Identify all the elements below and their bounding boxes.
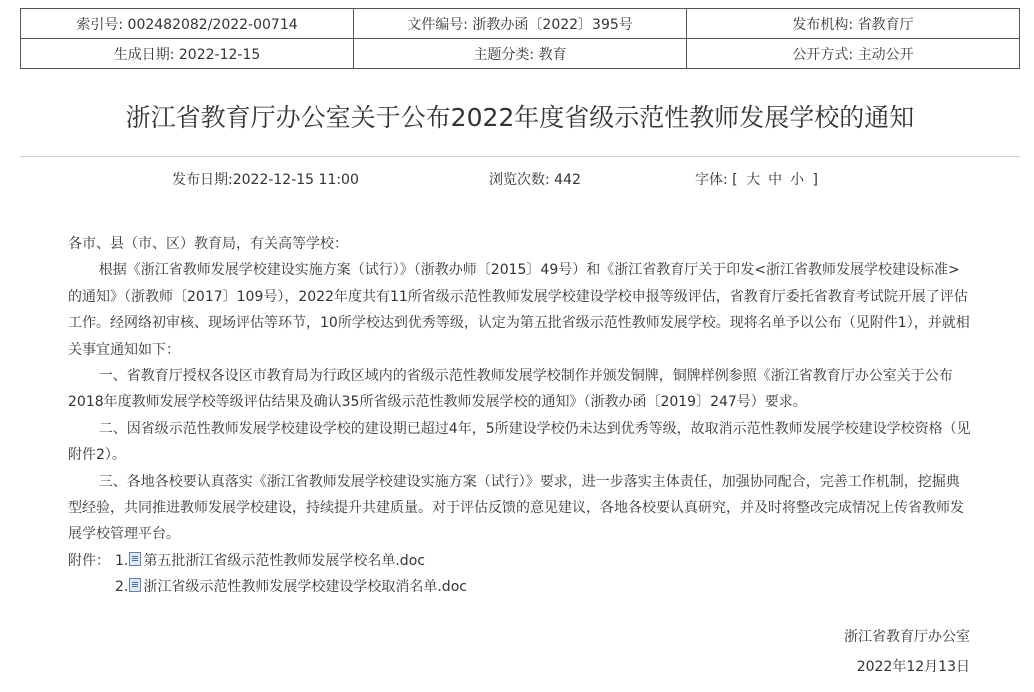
view-count: 浏览次数: 442 [489, 172, 581, 188]
signature-date: 2022年12月13日 [856, 659, 970, 675]
attachment-item: 附件： 1. 第五批浙江省级示范性教师发展学校名单.doc [68, 548, 973, 574]
title-divider [20, 156, 1020, 157]
meta-disclosure: 公开方式: 主动公开 [687, 39, 1020, 69]
article-body [68, 231, 973, 601]
paragraph: 三、各地各校要认真落实《浙江省教师发展学校建设实施方案（试行）》要求，进一步落实主体责任，加强协同配合，完善工作机制，挖掘典型经验，共同推进教师发展学校建设，持续提升共建质量。对于评估反馈的意见建议，各地各校要认真研究，并及时将整改完成情况上传省教师发展学校管理平台。 [68, 473, 964, 543]
font-size-selector: 字体: [ 大 中 小 ] [695, 172, 819, 188]
meta-row [21, 9, 1020, 39]
salutation: 各市、县（市、区）教育局，有关高等学校： [68, 236, 348, 252]
meta-topic: 主题分类: 教育 [354, 39, 687, 69]
font-small-button[interactable]: 小 [790, 172, 805, 188]
publish-date: 发布日期:2022-12-15 11:00 [172, 172, 359, 188]
attachment-label: 附件： [68, 552, 110, 569]
meta-index: 索引号: 002482082/2022-00714 [21, 9, 354, 39]
word-doc-icon [129, 552, 141, 566]
word-doc-icon [129, 578, 141, 592]
attachment-link[interactable]: 第五批浙江省级示范性教师发展学校名单.doc [143, 552, 425, 569]
signature-organization: 浙江省教育厅办公室 [844, 629, 970, 645]
meta-publisher: 发布机构: 省教育厅 [687, 9, 1020, 39]
meta-row [21, 39, 1020, 69]
attachment-link[interactable]: 浙江省级示范性教师发展学校建设学校取消名单.doc [143, 579, 467, 596]
meta-document-number: 文件编号: 浙教办函〔2022〕395号 [354, 9, 687, 39]
meta-created-date: 生成日期: 2022-12-15 [21, 39, 354, 69]
paragraph: 根据《浙江省教师发展学校建设实施方案（试行）》（浙教办师〔2015〕49号）和《浙江省教育厅关于印发<浙江省教师发展学校建设标准>的通知》（浙教师〔2017〕109号），2022年度共有11所省级示范性教师发展学校建设学校申报等级评估，省教育厅委托省教育考试院开展了评估工作。经网络初审核、现场评估等环节，10所学校达到优秀等级，认定为第五批省级示范性教师发展学校。现将名单予以公布（见附件1），并就相关事宜通知如下： [68, 262, 970, 358]
paragraph: 一、省教育厅授权各设区市教育局为行政区域内的省级示范性教师发展学校制作并颁发铜牌，铜牌样例参照《浙江省教育厅办公室关于公布2018年度教师发展学校等级评估结果及确认35所省级示范性教师发展学校的通知》（浙教办函〔2019〕247号）要求。 [68, 368, 953, 411]
font-large-button[interactable]: 大 [746, 172, 761, 188]
font-medium-button[interactable]: 中 [768, 172, 783, 188]
paragraph: 二、因省级示范性教师发展学校建设学校的建设期已超过4年，5所建设学校仍未达到优秀等级，故取消示范性教师发展学校建设学校资格（见附件2）。 [68, 420, 971, 464]
document-meta-table [20, 8, 1020, 69]
page-title: 浙江省教育厅办公室关于公布2022年度省级示范性教师发展学校的通知 [125, 103, 915, 132]
attachment-item: 2. 浙江省级示范性教师发展学校建设学校取消名单.doc [115, 579, 467, 596]
